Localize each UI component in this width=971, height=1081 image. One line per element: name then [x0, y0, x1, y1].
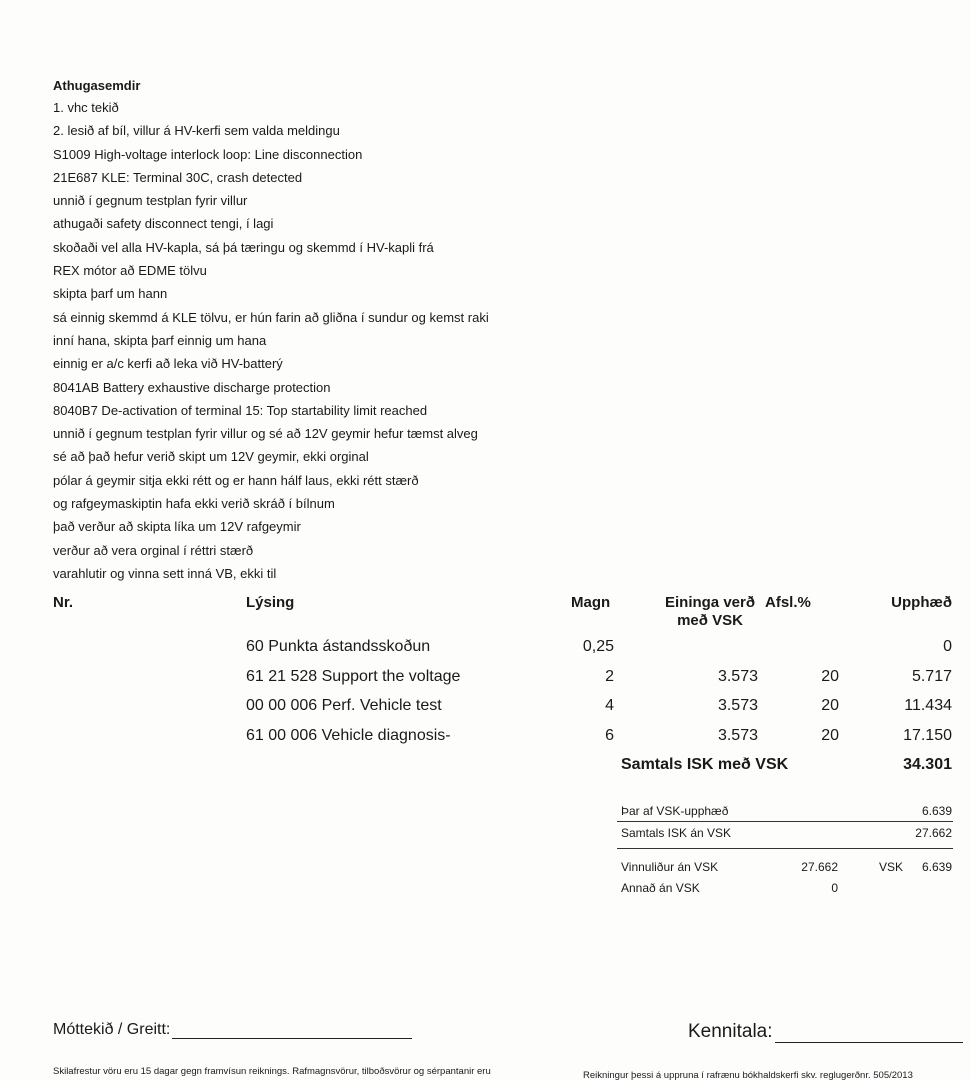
item-amount: 11.434	[904, 697, 952, 714]
table-row	[0, 665, 971, 695]
note-line: S1009 High-voltage interlock loop: Line disconnection	[53, 146, 363, 162]
note-line: sé að það hefur verið skipt um 12V geymir, ekki orginal	[53, 449, 369, 465]
net-total-label: Samtals ISK án VSK	[621, 826, 732, 840]
note-line: athugaði safety disconnect tengi, í lagi	[53, 216, 274, 232]
table-row	[0, 724, 971, 754]
item-quantity: 2	[605, 668, 614, 685]
note-line: unnið í gegnum testplan fyrir villur	[53, 193, 248, 209]
kennitala-line	[775, 1020, 963, 1043]
kennitala-label: Kennitala:	[688, 1021, 773, 1042]
item-quantity: 0,25	[582, 638, 614, 655]
other-label: Annað án VSK	[621, 881, 700, 895]
item-quantity: 4	[605, 697, 614, 714]
item-discount: 20	[821, 697, 839, 714]
note-line: einnig er a/c kerfi að leka við HV-batterý	[53, 356, 283, 372]
note-line: og rafgeymaskiptin hafa ekki verið skráð í bílnum	[53, 496, 335, 512]
return-terms: Skilafrestur vöru eru 15 dagar gegn framvísun reiknings. Rafmagnsvörur, tilboðsvörur og sérpantanir eru	[53, 1066, 491, 1077]
labor-vat-value: 6.639	[921, 860, 952, 874]
vat-label: Þar af VSK-upphæð	[621, 804, 729, 818]
summary-divider	[617, 821, 953, 822]
col-header-discount: Afsl.%	[765, 594, 811, 611]
note-line: 2. lesið af bíl, villur á HV-kerfi sem valda meldingu	[53, 123, 340, 139]
note-line: inní hana, skipta þarf einnig um hana	[53, 332, 267, 348]
item-amount: 0	[943, 638, 952, 655]
note-line: pólar á geymir sitja ekki rétt og er hann hálf laus, ekki rétt stærð	[53, 472, 419, 488]
note-line: sá einnig skemmd á KLE tölvu, er hún farin að gliðna í sundur og kemst raki	[53, 309, 489, 325]
note-line: skoðaði vel alla HV-kapla, sá þá tæringu og skemmd í HV-kapli frá	[53, 239, 434, 255]
note-line: varahlutir og vinna sett inná VB, ekki til	[53, 565, 277, 581]
item-unit-price: 3.573	[717, 727, 758, 744]
col-header-unit-price	[655, 594, 765, 630]
kennitala-field	[688, 1020, 963, 1043]
labor-label: Vinnuliður án VSK	[621, 860, 719, 874]
note-line: 8040B7 De-activation of terminal 15: Top startability limit reached	[53, 402, 428, 418]
note-line: verður að vera orginal í réttri stærð	[53, 542, 254, 558]
received-label: Móttekið / Greitt:	[53, 1021, 171, 1038]
col-header-quantity: Magn	[571, 594, 611, 611]
vat-value: 6.639	[921, 804, 952, 818]
note-line: skipta þarf um hann	[53, 286, 168, 302]
col-header-amount: Upphæð	[891, 594, 952, 611]
note-line: unnið í gegnum testplan fyrir villur og sé að 12V geymir hefur tæmst alveg	[53, 426, 478, 442]
table-row	[0, 635, 971, 665]
received-signature	[53, 1020, 412, 1039]
summary-divider	[617, 848, 953, 849]
received-signature-line	[172, 1020, 412, 1039]
item-description: 61 21 528 Support the voltage	[246, 668, 461, 685]
note-line: 8041AB Battery exhaustive discharge protection	[53, 379, 331, 395]
item-discount: 20	[821, 727, 839, 744]
table-row	[0, 694, 971, 724]
item-unit-price: 3.573	[717, 668, 758, 685]
col-header-unit-price-line1: Eininga verð	[664, 594, 756, 611]
item-description: 00 00 006 Perf. Vehicle test	[246, 697, 442, 714]
col-header-unit-price-line2: með VSK	[677, 612, 743, 629]
note-line: REX mótor að EDME tölvu	[53, 263, 207, 279]
other-value: 0	[831, 881, 838, 895]
labor-value: 27.662	[801, 860, 838, 874]
note-line: það verður að skipta líka um 12V rafgeymir	[53, 519, 301, 535]
item-description: 61 00 006 Vehicle diagnosis-	[246, 727, 451, 744]
note-line: 21E687 KLE: Terminal 30C, crash detected	[53, 169, 303, 185]
net-total-value: 27.662	[915, 826, 952, 840]
item-unit-price: 3.573	[717, 697, 758, 714]
item-discount: 20	[821, 668, 839, 685]
item-amount: 5.717	[911, 668, 952, 685]
col-header-nr: Nr.	[53, 594, 74, 611]
notes-title: Athugasemdir	[53, 78, 141, 93]
grand-total-label: Samtals ISK með VSK	[621, 756, 789, 773]
item-amount: 17.150	[903, 727, 952, 744]
labor-vat-label: VSK	[879, 860, 904, 874]
note-line: 1. vhc tekið	[53, 100, 119, 115]
col-header-description: Lýsing	[246, 594, 295, 611]
notes-section	[53, 76, 653, 585]
item-description: 60 Punkta ástandsskoðun	[246, 638, 431, 655]
grand-total-value: 34.301	[903, 756, 952, 773]
item-quantity: 6	[605, 727, 614, 744]
regulation-notice: Reikningur þessi á uppruna í rafrænu bókhaldskerfi skv. reglugerðnr. 505/2013	[583, 1070, 913, 1081]
notes-list	[53, 96, 653, 585]
